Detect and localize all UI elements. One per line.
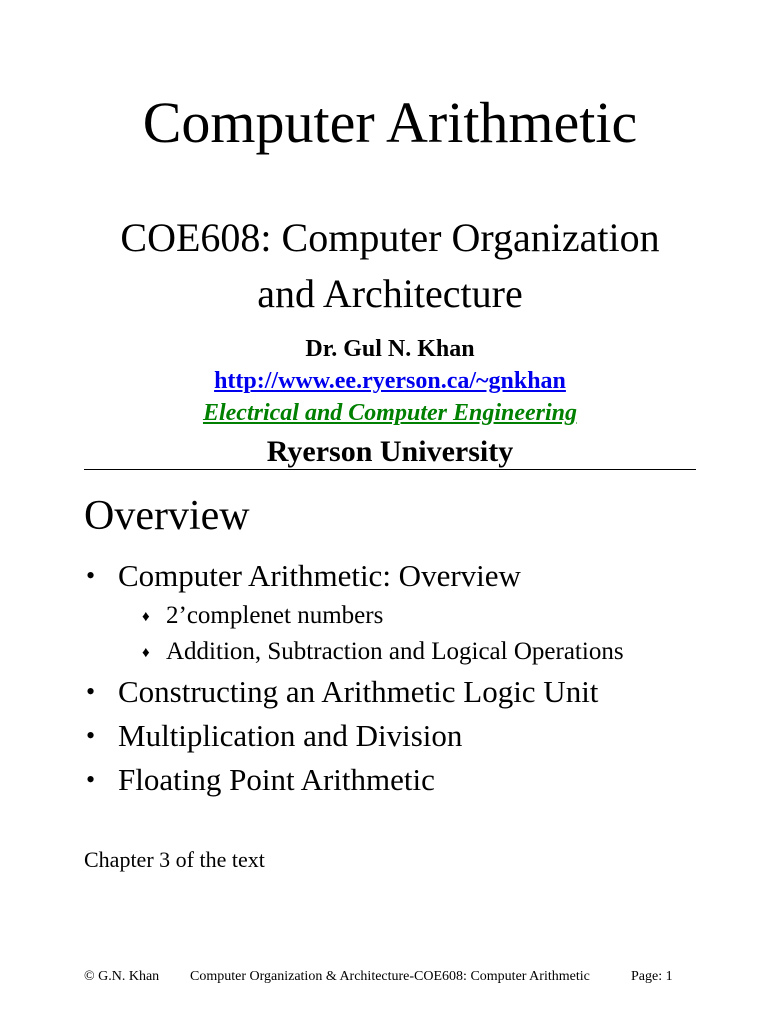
document-title: Computer Arithmetic <box>142 90 638 155</box>
department-link[interactable]: Electrical and Computer Engineering <box>202 400 578 426</box>
chapter-note: Chapter 3 of the text <box>84 847 265 872</box>
bullet-dot-icon: • <box>86 677 96 706</box>
overview-subitem-label: 2’complenet numbers <box>166 602 384 629</box>
overview-subitem <box>118 634 724 670</box>
overview-heading: Overview <box>84 493 250 539</box>
overview-item <box>84 670 724 714</box>
bullet-dot-icon: • <box>86 721 96 750</box>
overview-item-label: Computer Arithmetic: Overview <box>118 558 521 593</box>
overview-item <box>84 714 724 758</box>
overview-item-label: Multiplication and Division <box>118 718 463 753</box>
footer-page-number: Page: 1 <box>631 969 673 984</box>
subtitle-line-2: and Architecture <box>257 271 523 316</box>
bullet-dot-icon: • <box>86 561 96 590</box>
overview-item <box>84 554 724 670</box>
overview-item-label: Constructing an Arithmetic Logic Unit <box>118 674 599 709</box>
overview-sublist <box>118 598 724 670</box>
overview-list <box>84 554 724 802</box>
overview-subitem <box>118 598 724 634</box>
footer-copyright: © G.N. Khan <box>84 969 160 984</box>
header-divider <box>84 469 696 470</box>
diamond-icon: ♦ <box>142 645 150 661</box>
author-name: Dr. Gul N. Khan <box>305 336 475 362</box>
university-name: Ryerson University <box>266 435 514 468</box>
course-subtitle <box>0 210 768 322</box>
overview-subitem-label: Addition, Subtraction and Logical Operations <box>166 638 624 665</box>
author-url <box>0 366 768 396</box>
overview-item-label: Floating Point Arithmetic <box>118 762 435 797</box>
department <box>0 398 768 428</box>
subtitle-line-1: COE608: Computer Organization <box>120 215 660 260</box>
footer-course-title: Computer Organization & Architecture-COE608: Computer Arithmetic <box>190 969 590 984</box>
author-url-link[interactable]: http://www.ee.ryerson.ca/~gnkhan <box>214 368 566 394</box>
diamond-icon: ♦ <box>142 609 150 625</box>
bullet-dot-icon: • <box>86 765 96 794</box>
overview-item <box>84 758 724 802</box>
